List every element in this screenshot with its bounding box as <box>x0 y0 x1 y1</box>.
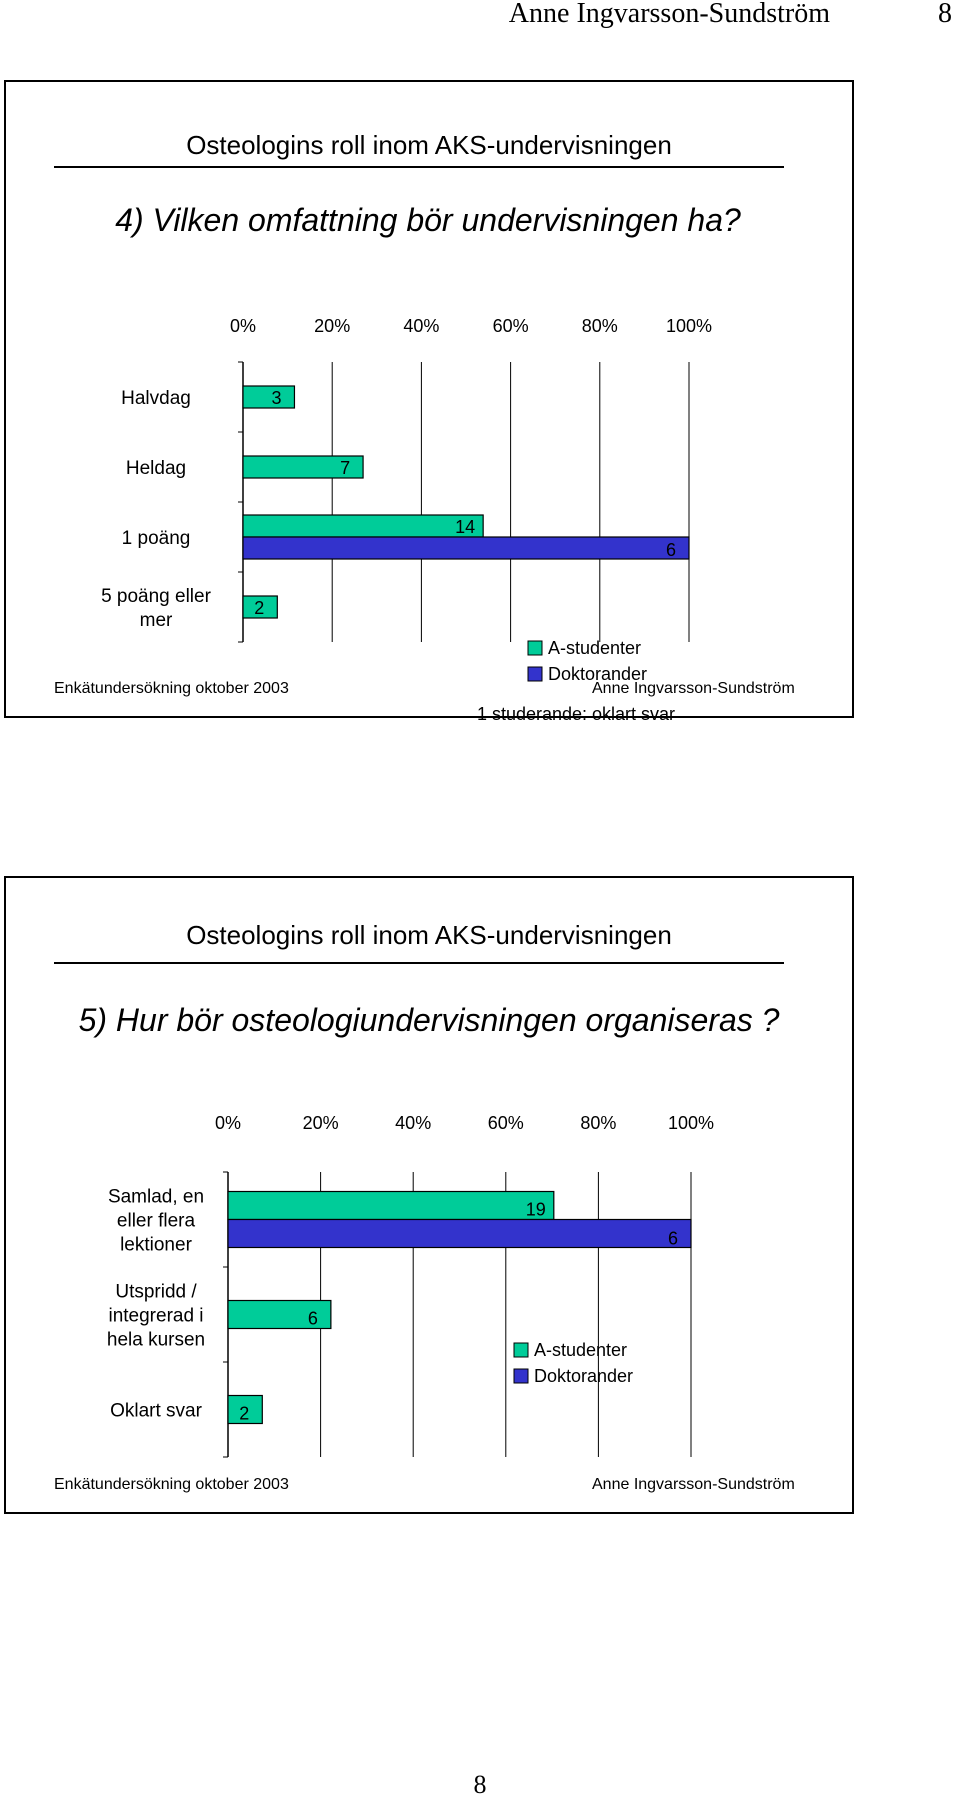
legend-label: A-studenter <box>548 638 642 658</box>
footer-left: Enkätundersökning oktober 2003 <box>54 1476 289 1493</box>
footer-left: Enkätundersökning oktober 2003 <box>54 680 289 697</box>
slide-title: Osteologins roll inom AKS-undervisningen <box>186 920 672 950</box>
x-tick-label: 100% <box>667 1113 715 1133</box>
category-label: eller flera <box>116 1210 196 1232</box>
x-tick-label: 80% <box>580 1113 617 1133</box>
slide-1 <box>4 80 854 724</box>
x-tick-label: 0% <box>214 1113 242 1133</box>
title-rule <box>54 962 784 964</box>
data-label: 6 <box>665 540 677 560</box>
data-label: 7 <box>340 458 351 478</box>
note-text: 1 studerande: oklart svar <box>476 704 676 724</box>
x-tick-label: 60% <box>492 316 529 336</box>
category-label: Halvdag <box>121 388 191 409</box>
data-label: 2 <box>239 1403 250 1424</box>
category-label: lektioner <box>120 1234 192 1256</box>
category-label: 1 poäng <box>121 528 191 549</box>
footer-right: Anne Ingvarsson-Sundström <box>592 1476 795 1493</box>
legend-label: A-studenter <box>534 1340 628 1360</box>
footer-right: Anne Ingvarsson-Sundström <box>592 680 795 697</box>
data-label: 14 <box>455 517 476 537</box>
slide-question: 4) Vilken omfattning bör undervisningen ha? <box>115 202 741 238</box>
legend-swatch <box>514 1343 528 1357</box>
data-label: 2 <box>254 598 265 618</box>
slide-question: 5) Hur bör osteologiundervisningen organiseras ? <box>78 1002 780 1038</box>
header-page-number: 8 <box>938 0 952 29</box>
x-tick-label: 20% <box>302 1113 339 1133</box>
bar-doktorander <box>228 1220 691 1248</box>
header-author: Anne Ingvarsson-Sundström <box>508 0 830 29</box>
legend-label: Doktorander <box>548 664 648 684</box>
title-rule <box>54 166 784 168</box>
slide-title: Osteologins roll inom AKS-undervisningen <box>186 130 672 160</box>
bar-a-studenter <box>243 386 294 408</box>
chart-2 <box>6 1058 852 1424</box>
data-label: 6 <box>307 1308 318 1329</box>
page-number: 8 <box>473 1770 487 1799</box>
legend-swatch <box>528 641 542 655</box>
slide-2 <box>4 876 854 1514</box>
bar-a-studenter <box>228 1192 554 1220</box>
x-tick-label: 100% <box>665 316 713 336</box>
legend-swatch <box>528 667 542 681</box>
x-tick-label: 20% <box>314 316 351 336</box>
data-label: 19 <box>525 1199 546 1220</box>
category-label: Samlad, en <box>107 1186 205 1208</box>
category-label: Utspridd / <box>115 1281 197 1303</box>
bar-doktorander <box>243 537 689 559</box>
data-label: 6 <box>667 1228 679 1249</box>
x-tick-label: 60% <box>487 1113 524 1133</box>
x-tick-label: 80% <box>581 316 618 336</box>
category-label: integrerad i <box>108 1305 204 1327</box>
x-tick-label: 40% <box>395 1113 432 1133</box>
category-label: Oklart svar <box>110 1400 202 1422</box>
category-label: Heldag <box>125 458 187 479</box>
data-label: 3 <box>271 388 282 408</box>
x-tick-label: 0% <box>229 316 257 336</box>
category-label: mer <box>139 610 173 631</box>
page-header <box>0 0 960 34</box>
bar-a-studenter <box>243 515 483 537</box>
x-tick-label: 40% <box>403 316 440 336</box>
category-label: hela kursen <box>106 1329 206 1351</box>
legend-label: Doktorander <box>534 1366 634 1386</box>
legend-swatch <box>514 1369 528 1383</box>
category-label: 5 poäng eller <box>101 586 211 607</box>
